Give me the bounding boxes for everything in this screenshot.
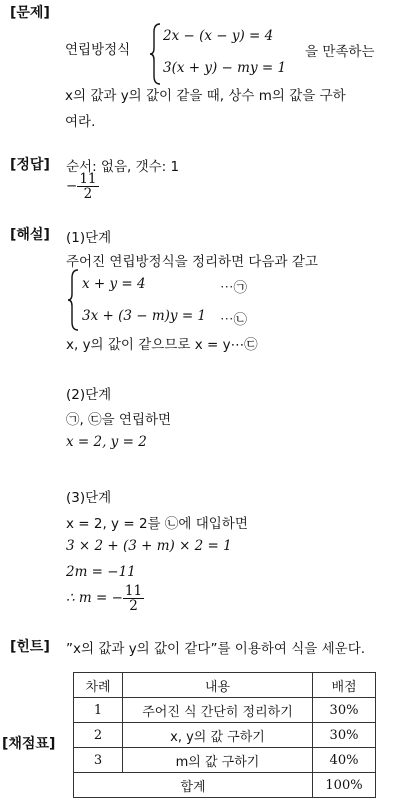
solution-header: [해설] xyxy=(10,227,50,243)
step3-title: (3)단계 xyxy=(66,490,112,506)
hint-header: [힌트] xyxy=(10,639,50,655)
solution-sys1-mark: ⋯㉠ xyxy=(220,280,247,296)
step3-numerator: 11 xyxy=(124,583,143,599)
table-row xyxy=(74,723,376,748)
answer-value xyxy=(66,172,99,201)
total-points: 100% xyxy=(313,773,376,798)
step2-title: (2)단계 xyxy=(66,387,112,403)
answer-fraction xyxy=(77,172,98,201)
step1-cond: x, y의 값이 같으므로 x = y⋯㉢ xyxy=(66,337,258,353)
solution-system-brace xyxy=(66,268,80,332)
table-header-row xyxy=(74,673,376,698)
step2-result: x = 2, y = 2 xyxy=(66,434,147,450)
step3-final-pre: ∴ m = − xyxy=(66,590,123,607)
row-order: 1 xyxy=(74,698,123,723)
row-content: x, y의 값 구하기 xyxy=(123,723,313,748)
problem-line1-post: 을 만족하는 xyxy=(305,44,375,60)
hint-text: ”x의 값과 y의 값이 같다”를 이용하여 식을 세운다. xyxy=(66,641,366,657)
scoring-header: [채점표] xyxy=(2,736,56,752)
column-header-order: 차례 xyxy=(74,673,123,698)
problem-line3: 여라. xyxy=(65,114,96,130)
problem-eq2: 3(x + y) − my = 1 xyxy=(163,60,287,76)
row-points: 30% xyxy=(313,698,376,723)
step3-denominator: 2 xyxy=(129,598,138,615)
row-points: 40% xyxy=(313,748,376,773)
problem-line2: x의 값과 y의 값이 같을 때, 상수 m의 값을 구하 xyxy=(65,88,346,104)
solution-sys1: x + y = 4 xyxy=(82,276,146,292)
solution-sys2: 3x + (3 − m)y = 1 xyxy=(82,308,207,324)
step1-text: 주어진 연립방정식을 정리하면 다음과 같고 xyxy=(66,254,318,270)
column-header-points: 배점 xyxy=(313,673,376,698)
system-brace xyxy=(148,22,162,86)
table-total-row xyxy=(74,773,376,798)
row-points: 30% xyxy=(313,723,376,748)
step1-title: (1)단계 xyxy=(66,230,112,246)
step3-eq1: 3 × 2 + (3 + m) × 2 = 1 xyxy=(66,538,232,554)
step3-fraction xyxy=(123,584,144,613)
column-header-content: 내용 xyxy=(123,673,313,698)
problem-header: [문제] xyxy=(10,5,50,21)
problem-line1-pre: 연립방정식 xyxy=(65,42,131,58)
answer-numerator: 11 xyxy=(79,171,97,187)
table-row xyxy=(74,748,376,773)
row-order: 2 xyxy=(74,723,123,748)
total-label: 합계 xyxy=(74,773,313,798)
scoring-table xyxy=(73,672,376,798)
step3-eq2: 2m = −11 xyxy=(66,564,136,580)
row-order: 3 xyxy=(74,748,123,773)
table-row xyxy=(74,698,376,723)
answer-line1: 순서: 없음, 갯수: 1 xyxy=(66,159,180,175)
answer-header: [정답] xyxy=(10,157,50,173)
step3-final xyxy=(66,584,144,613)
step3-text: x = 2, y = 2를 ㉡에 대입하면 xyxy=(66,516,248,532)
answer-sign: − xyxy=(66,178,78,195)
step2-text: ㉠, ㉢을 연립하면 xyxy=(66,412,172,428)
problem-eq1: 2x − (x − y) = 4 xyxy=(163,28,274,44)
answer-denominator: 2 xyxy=(83,186,93,203)
solution-sys2-mark: ⋯㉡ xyxy=(220,312,247,328)
row-content: 주어진 식 간단히 정리하기 xyxy=(123,698,313,723)
row-content: m의 값 구하기 xyxy=(123,748,313,773)
